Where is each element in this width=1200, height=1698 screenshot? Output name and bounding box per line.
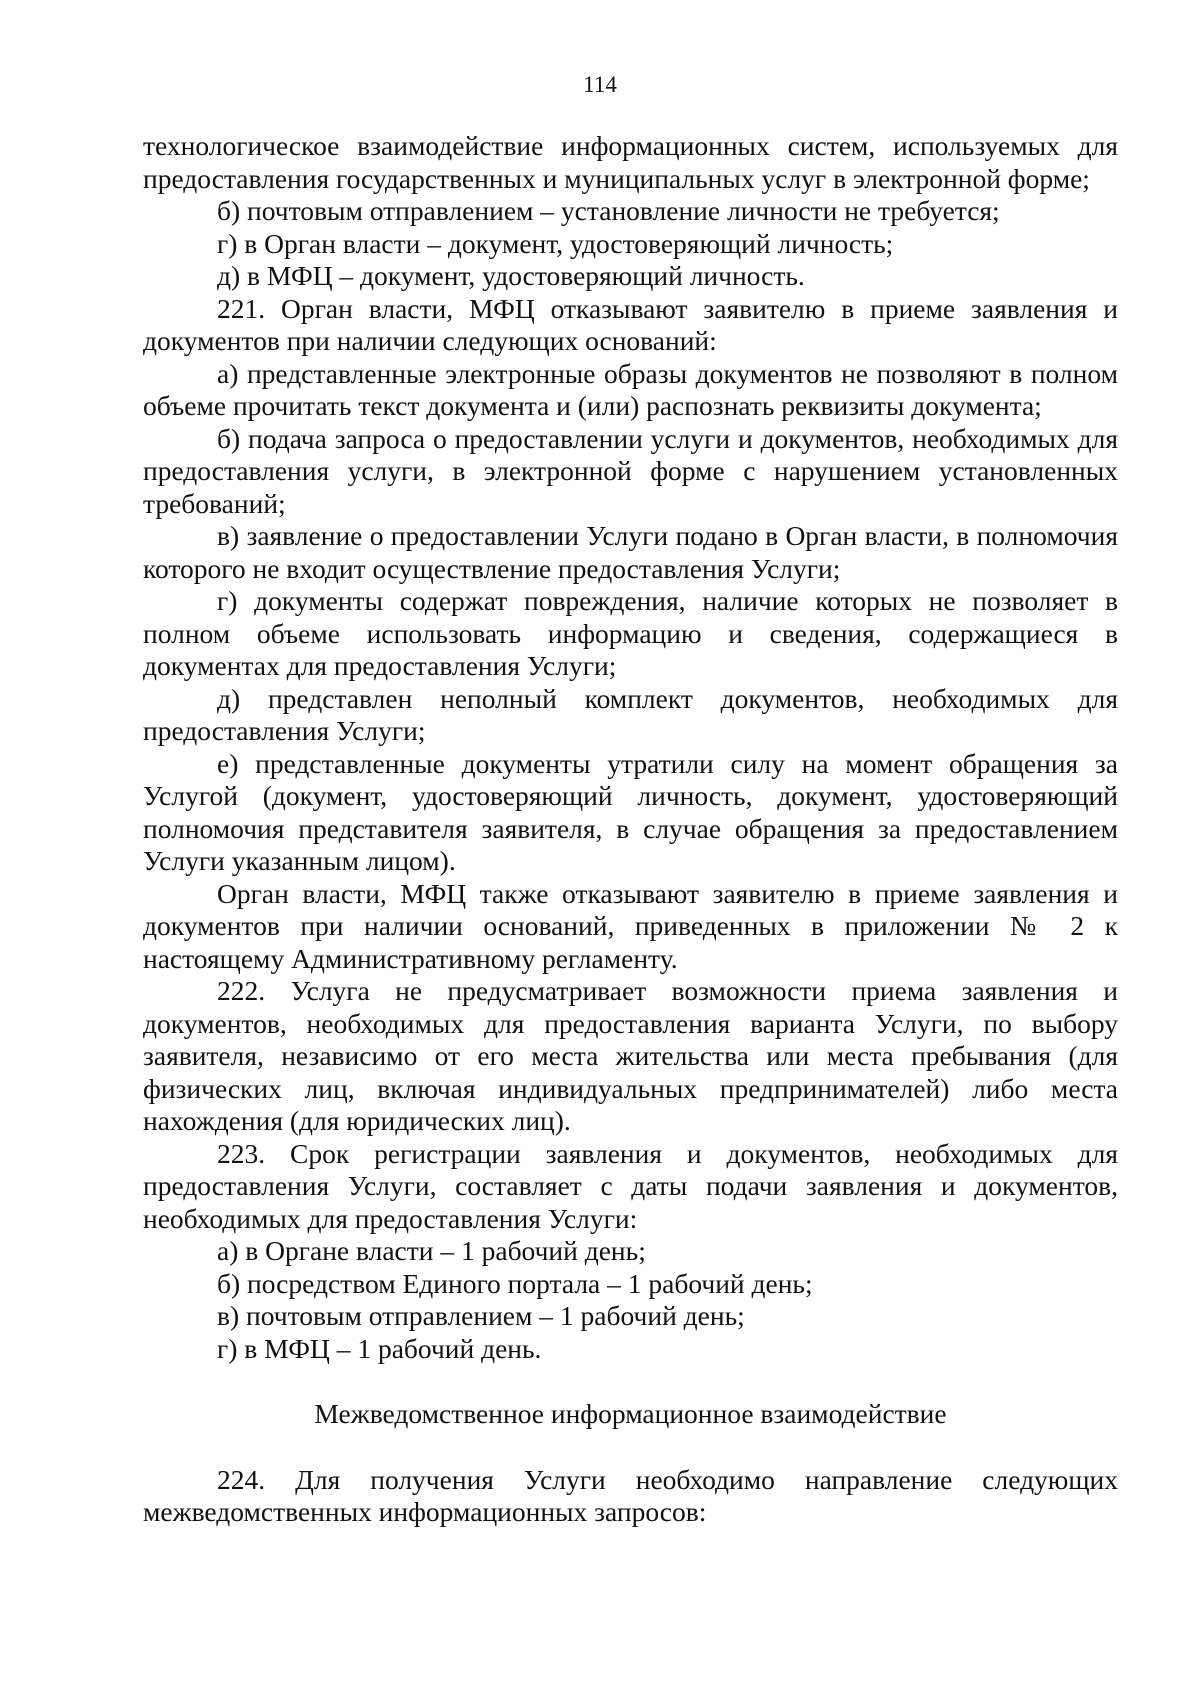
- paragraph: е) представленные документы утратили силу на момент обращения за Услугой (документ, удостоверяющий личность, документ, удостоверяющий полномочия представителя заявителя, в случае обращения за предоставлением Услуги указанным лицом).: [143, 747, 1118, 876]
- paragraph-221: 221. Орган власти, МФЦ отказывают заявителю в приеме заявления и документов при наличии следующих оснований:: [143, 292, 1118, 356]
- page-number: 114: [583, 72, 617, 97]
- section-heading: Межведомственное информационное взаимодействие: [314, 1398, 947, 1429]
- paragraph: б) посредством Единого портала – 1 рабочий день;: [217, 1267, 813, 1299]
- paragraph: д) представлен неполный комплект документов, необходимых для предоставления Услуги;: [143, 682, 1118, 746]
- paragraph: в) почтовым отправлением – 1 рабочий день;: [217, 1300, 745, 1331]
- paragraph: г) в МФЦ – 1 рабочий день.: [217, 1332, 542, 1364]
- paragraph-222: 222. Услуга не предусматривает возможности приема заявления и документов, необходимых для предоставления варианта Услуги, по выбору заявителя, независимо от его места жительства или места пребывания (для физических лиц, включая индивидуальных предпринимателей) либо места нахождения (для юридических лиц).: [143, 975, 1118, 1136]
- paragraph-224: 224. Для получения Услуги необходимо направление следующих межведомственных информационных запросов:: [143, 1463, 1118, 1527]
- paragraph: б) почтовым отправлением – установление личности не требуется;: [217, 195, 1000, 226]
- paragraph: д) в МФЦ – документ, удостоверяющий личность.: [217, 260, 805, 291]
- paragraph: Орган власти, МФЦ также отказывают заявителю в приеме заявления и документов при наличии оснований, приведенных в приложении № 2 к настоящему Административному регламенту.: [143, 877, 1118, 974]
- paragraph: а) в Органе власти – 1 рабочий день;: [217, 1235, 646, 1266]
- paragraph-223: 223. Срок регистрации заявления и документов, необходимых для предоставления Услуги, составляет с даты подачи заявления и документов, необходимых для предоставления Услуги:: [143, 1137, 1118, 1234]
- paragraph: г) в Орган власти – документ, удостоверяющий личность;: [217, 227, 894, 259]
- paragraph: б) подача запроса о предоставлении услуги и документов, необходимых для предоставления услуги, в электронной форме с нарушением установленных требований;: [143, 422, 1118, 519]
- document-body: [143, 130, 1118, 1529]
- paragraph: г) документы содержат повреждения, наличие которых не позволяет в полном объеме использовать информацию и сведения, содержащиеся в документах для предоставления Услуги;: [143, 585, 1118, 681]
- paragraph: в) заявление о предоставлении Услуги подано в Орган власти, в полномочия которого не входит осуществление предоставления Услуги;: [143, 520, 1118, 584]
- paragraph: а) представленные электронные образы документов не позволяют в полном объеме прочитать текст документа и (или) распознать реквизиты документа;: [143, 357, 1118, 421]
- paragraph: технологическое взаимодействие информационных систем, используемых для предоставления государственных и муниципальных услуг в электронной форме;: [143, 130, 1118, 194]
